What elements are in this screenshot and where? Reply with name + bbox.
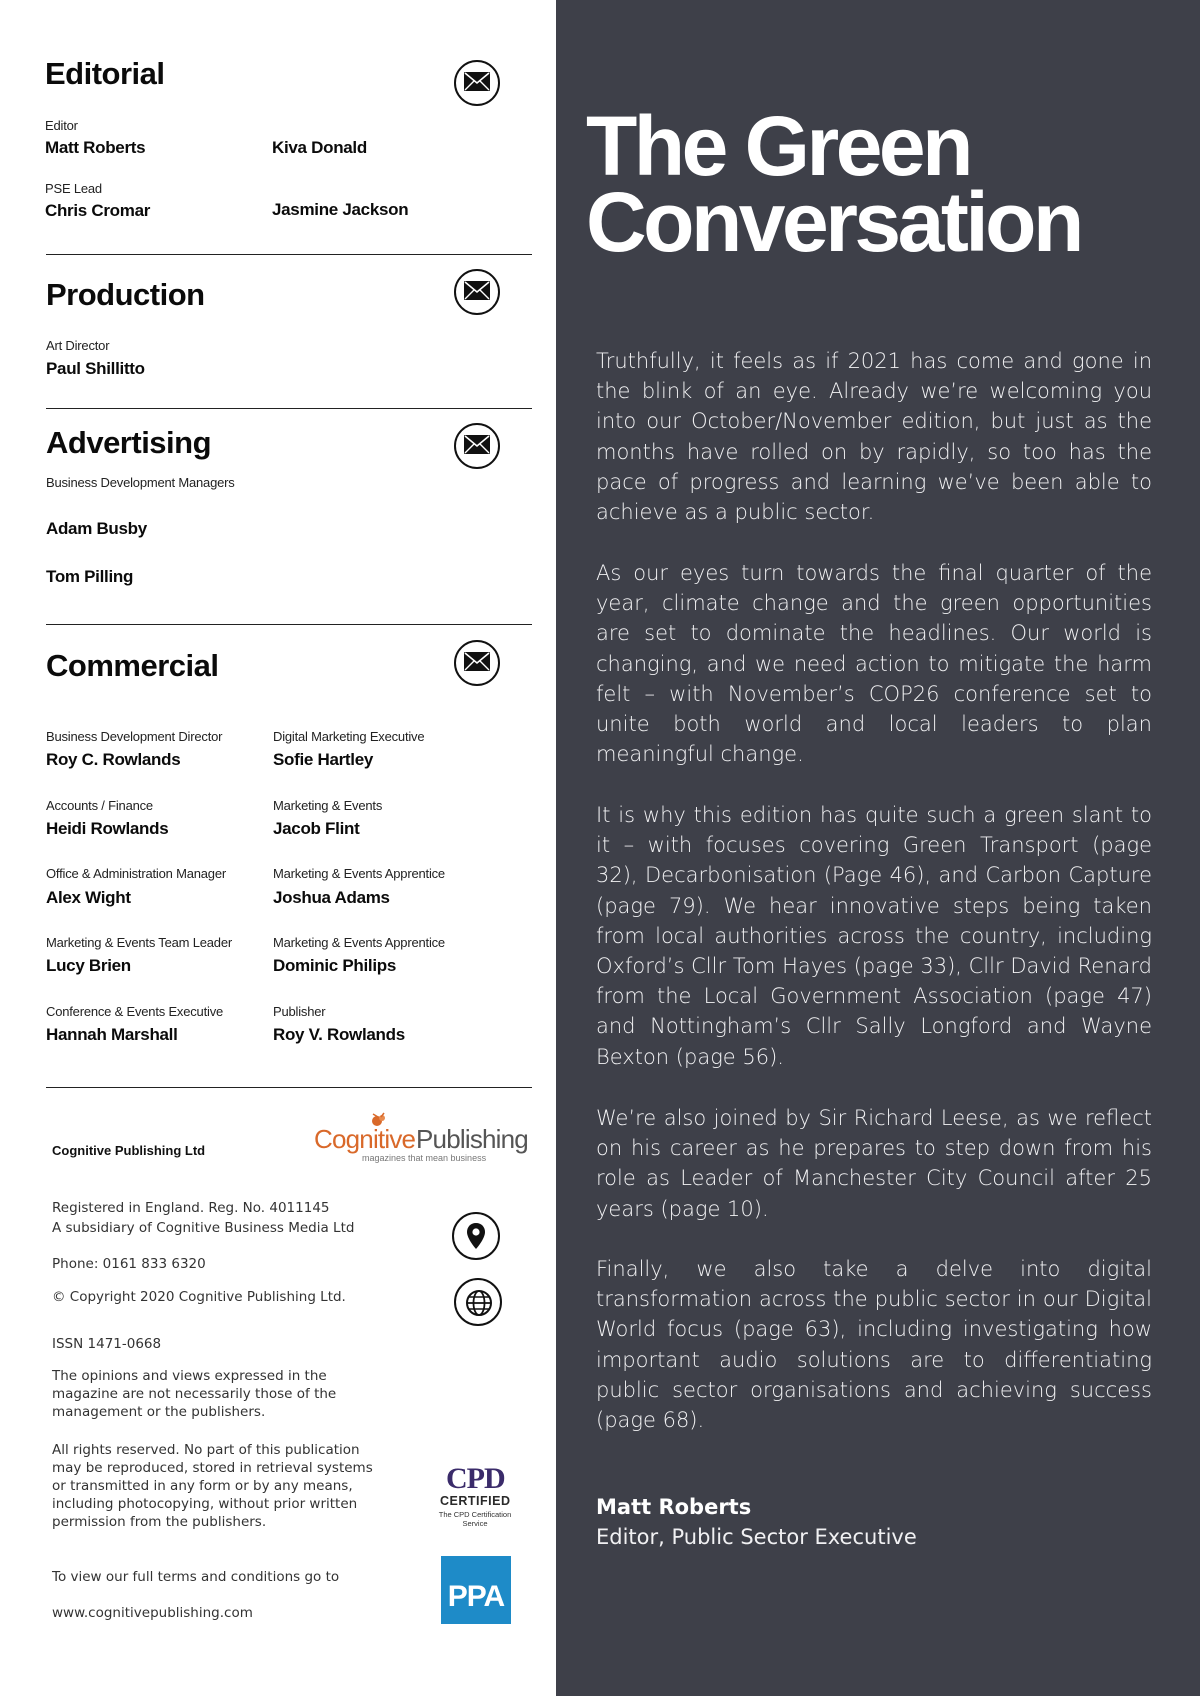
- article-title: [586, 99, 1081, 269]
- email-icon[interactable]: [454, 423, 500, 469]
- masthead-column: [0, 0, 556, 1696]
- company-name: Cognitive Publishing Ltd: [52, 1143, 206, 1158]
- article-paragraph: As our eyes turn towards the final quarter of the year, climate change and the green opportunities are set to dominate the headlines. Our world is changing, and we need action to mitigate the harm felt – with November’s COP26 conference set to unite both world and local leaders to plan meaningful change.: [596, 561, 1152, 767]
- staff-role: Marketing & Events Team Leader: [46, 935, 232, 950]
- staff-name: Alex Wight: [46, 888, 131, 907]
- staff-name: Hannah Marshall: [46, 1025, 178, 1044]
- cpd-mark: CPD: [446, 1462, 505, 1495]
- copyright-text: © Copyright 2020 Cognitive Publishing Ltd.: [52, 1289, 346, 1305]
- section-divider: [46, 254, 532, 255]
- issn-text: ISSN 1471-0668: [52, 1336, 162, 1352]
- staff-role: Publisher: [273, 1004, 326, 1019]
- logo-word-cognitive: Cognitive: [314, 1124, 416, 1154]
- staff-role: Digital Marketing Executive: [273, 729, 425, 744]
- staff-name: Dominic Philips: [273, 956, 397, 975]
- terms-text: To view our full terms and conditions go to: [52, 1569, 340, 1585]
- opinions-disclaimer: The opinions and views expressed in the magazine are not necessarily those of the management or the publishers.: [52, 1368, 337, 1420]
- staff-name: Roy C. Rowlands: [46, 750, 181, 769]
- advertising-heading: Advertising: [46, 425, 212, 460]
- cpd-service-label: The CPD Certification Service: [438, 1510, 512, 1528]
- art-director-role: Art Director: [46, 338, 110, 353]
- editorial-article: [556, 0, 1200, 1696]
- title-line: Conversation: [586, 175, 1081, 269]
- staff-role: Marketing & Events Apprentice: [273, 866, 445, 881]
- bdm-name: Tom Pilling: [46, 567, 134, 586]
- ppa-logo: [441, 1556, 511, 1624]
- logo-word-publishing: Publishing: [416, 1124, 528, 1154]
- email-icon[interactable]: [454, 640, 500, 686]
- editorial-heading: Editorial: [45, 56, 165, 91]
- staff-role: Marketing & Events Apprentice: [273, 935, 445, 950]
- location-pin-icon[interactable]: [452, 1212, 500, 1260]
- art-director-name: Paul Shillitto: [46, 359, 145, 378]
- ppa-label: PPA: [447, 1580, 505, 1613]
- section-divider: [46, 624, 532, 625]
- staff-role: Business Development Director: [46, 729, 223, 744]
- section-divider: [46, 408, 532, 409]
- cpd-certified-label: CERTIFIED: [440, 1494, 511, 1508]
- staff-name: Roy V. Rowlands: [273, 1025, 405, 1044]
- email-icon[interactable]: [454, 60, 500, 106]
- bdm-name: Adam Busby: [46, 519, 147, 538]
- staff-role: Accounts / Finance: [46, 798, 153, 813]
- signoff-name: Matt Roberts: [596, 1495, 752, 1519]
- pse-lead-name: Chris Cromar: [45, 201, 151, 220]
- article-paragraph: We’re also joined by Sir Richard Leese, as we reflect on his career as he prepares to step down from his role as Leader of Manchester City Council after 25 years (page 10).: [596, 1106, 1152, 1221]
- production-heading: Production: [46, 277, 205, 312]
- staff-name: Joshua Adams: [273, 888, 390, 907]
- staff-name: Lucy Brien: [46, 956, 131, 975]
- article-paragraph: Finally, we also take a delve into digital transformation across the public sector in our Digital World focus (page 63), including investigating how important audio solutions are to differentiating public sector organisations and achieving success (page 68).: [596, 1257, 1152, 1433]
- bdm-role: Business Development Managers: [46, 475, 235, 490]
- email-icon[interactable]: [454, 269, 500, 315]
- editor-name: Matt Roberts: [45, 138, 146, 157]
- article-paragraph: It is why this edition has quite such a green slant to it – with focuses covering Green Transport (page 32), Decarbonisation (Page 46), and Carbon Capture (page 79). We hear innovative steps being taken from local authorities across the country, including Oxford’s Cllr Tom Hayes (page 33), Cllr David Renard from the Local Government Association (page 47) and Nottingham’s Cllr Sally Longford and Wayne Bexton (page 56).: [596, 803, 1152, 1069]
- staff-name: Jacob Flint: [273, 819, 360, 838]
- editor-role: Editor: [45, 118, 78, 133]
- staff-name: Heidi Rowlands: [46, 819, 169, 838]
- staff-name: Sofie Hartley: [273, 750, 374, 769]
- cpd-certified-logo: [434, 1462, 514, 1532]
- rights-notice: All rights reserved. No part of this publication may be reproduced, stored in retrieval systems or transmitted in any form or by any means, including photocopying, without prior written permission from the publishers.: [52, 1442, 373, 1530]
- section-divider: [46, 1087, 532, 1088]
- signoff-role: Editor, Public Sector Executive: [596, 1525, 917, 1549]
- globe-icon[interactable]: [454, 1278, 502, 1326]
- staff-role: Conference & Events Executive: [46, 1004, 224, 1019]
- staff-role: Office & Administration Manager: [46, 866, 226, 881]
- pse-lead-role: PSE Lead: [45, 181, 102, 196]
- commercial-heading: Commercial: [46, 648, 219, 683]
- logo-tagline: magazines that mean business: [362, 1153, 487, 1163]
- staff-name: Jasmine Jackson: [272, 200, 409, 219]
- subsidiary-text: A subsidiary of Cognitive Business Media Ltd: [52, 1220, 355, 1236]
- staff-role: Marketing & Events: [273, 798, 383, 813]
- website-link[interactable]: www.cognitivepublishing.com: [52, 1605, 253, 1621]
- title-line: The Green: [586, 99, 970, 193]
- article-paragraph: Truthfully, it feels as if 2021 has come and gone in the blink of an eye. Already we’re welcoming you into our October/November edition, but just as the months have rolled on by rapidly, so too has the pace of progress and learning we’ve been able to achieve as a public sector.: [596, 349, 1152, 525]
- cognitive-publishing-logo: [314, 1112, 528, 1163]
- staff-name: Kiva Donald: [272, 138, 367, 157]
- registration-text: Registered in England. Reg. No. 4011145: [52, 1200, 330, 1216]
- phone-text: Phone: 0161 833 6320: [52, 1256, 206, 1272]
